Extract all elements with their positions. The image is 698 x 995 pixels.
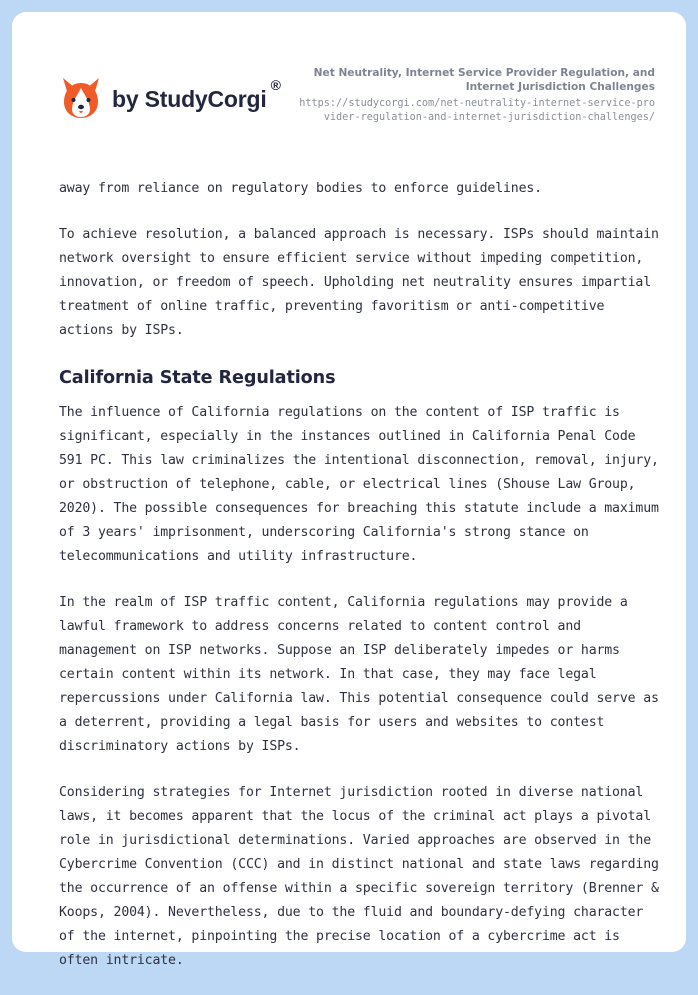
document-body — [59, 177, 659, 995]
paragraph-1: away from reliance on regulatory bodies to enforce guidelines. — [59, 181, 542, 196]
registered-mark: ® — [270, 77, 281, 93]
brand-name: by StudyCorgi — [112, 85, 267, 112]
paragraph-3: The influence of California regulations on the content of ISP traffic is significant, especially in the instances outlined in California Penal Code 591 PC. This law criminalizes the intentional disconnection, removal, injury, or obstruction of telephone, cable, or electrical lines (Shouse Law Group, 2020). The possible consequences for breaching this statute include a maximum of 3 years' imprisonment, underscoring California's strong stance on telecommunications and utility infrastructure. — [59, 405, 659, 564]
paragraph-5: Considering strategies for Internet jurisdiction rooted in diverse national laws, it becomes apparent that the locus of the criminal act plays a pivotal role in jurisdictional determinations. Varied approaches are observed in the Cybercrime Convention (CCC) and in distinct national and state laws regarding the occurrence of an offense within a specific sovereign territory (Brenner & Koops, 2004). Nevertheless, due to the fluid and boundary-defying character of the internet, pinpointing the precise location of a cybercrime act is often intricate. — [59, 785, 659, 968]
studycorgi-logo[interactable] — [60, 74, 281, 120]
paragraph-2: To achieve resolution, a balanced approach is necessary. ISPs should maintain network oversight to ensure efficient service without impeding competition, innovation, or freedom of speech. Upholding net neutrality ensures impartial treatment of online traffic, preventing favoritism or anti-competitive actions by ISPs. — [59, 227, 659, 338]
corgi-logo-icon — [60, 74, 102, 120]
document-page — [12, 12, 686, 968]
document-header — [12, 12, 686, 152]
document-url-link[interactable]: https://studycorgi.com/net-neutrality-internet-service-provider-regulation-and-internet-jurisdiction-challenges/ — [299, 98, 655, 123]
document-title: Net Neutrality, Internet Service Provider Regulation, and Internet Jurisdiction Challenges — [313, 67, 655, 93]
section-heading: California State Regulations — [59, 368, 336, 388]
paragraph-4: In the realm of ISP traffic content, California regulations may provide a lawful framework to address concerns related to content control and management on ISP networks. Suppose an ISP deliberately impedes or harms certain content within its network. In that case, they may face legal repercussions under California law. This potential consequence could serve as a deterrent, providing a legal basis for users and websites to contest discriminatory actions by ISPs. — [59, 595, 659, 754]
document-meta — [295, 66, 655, 124]
